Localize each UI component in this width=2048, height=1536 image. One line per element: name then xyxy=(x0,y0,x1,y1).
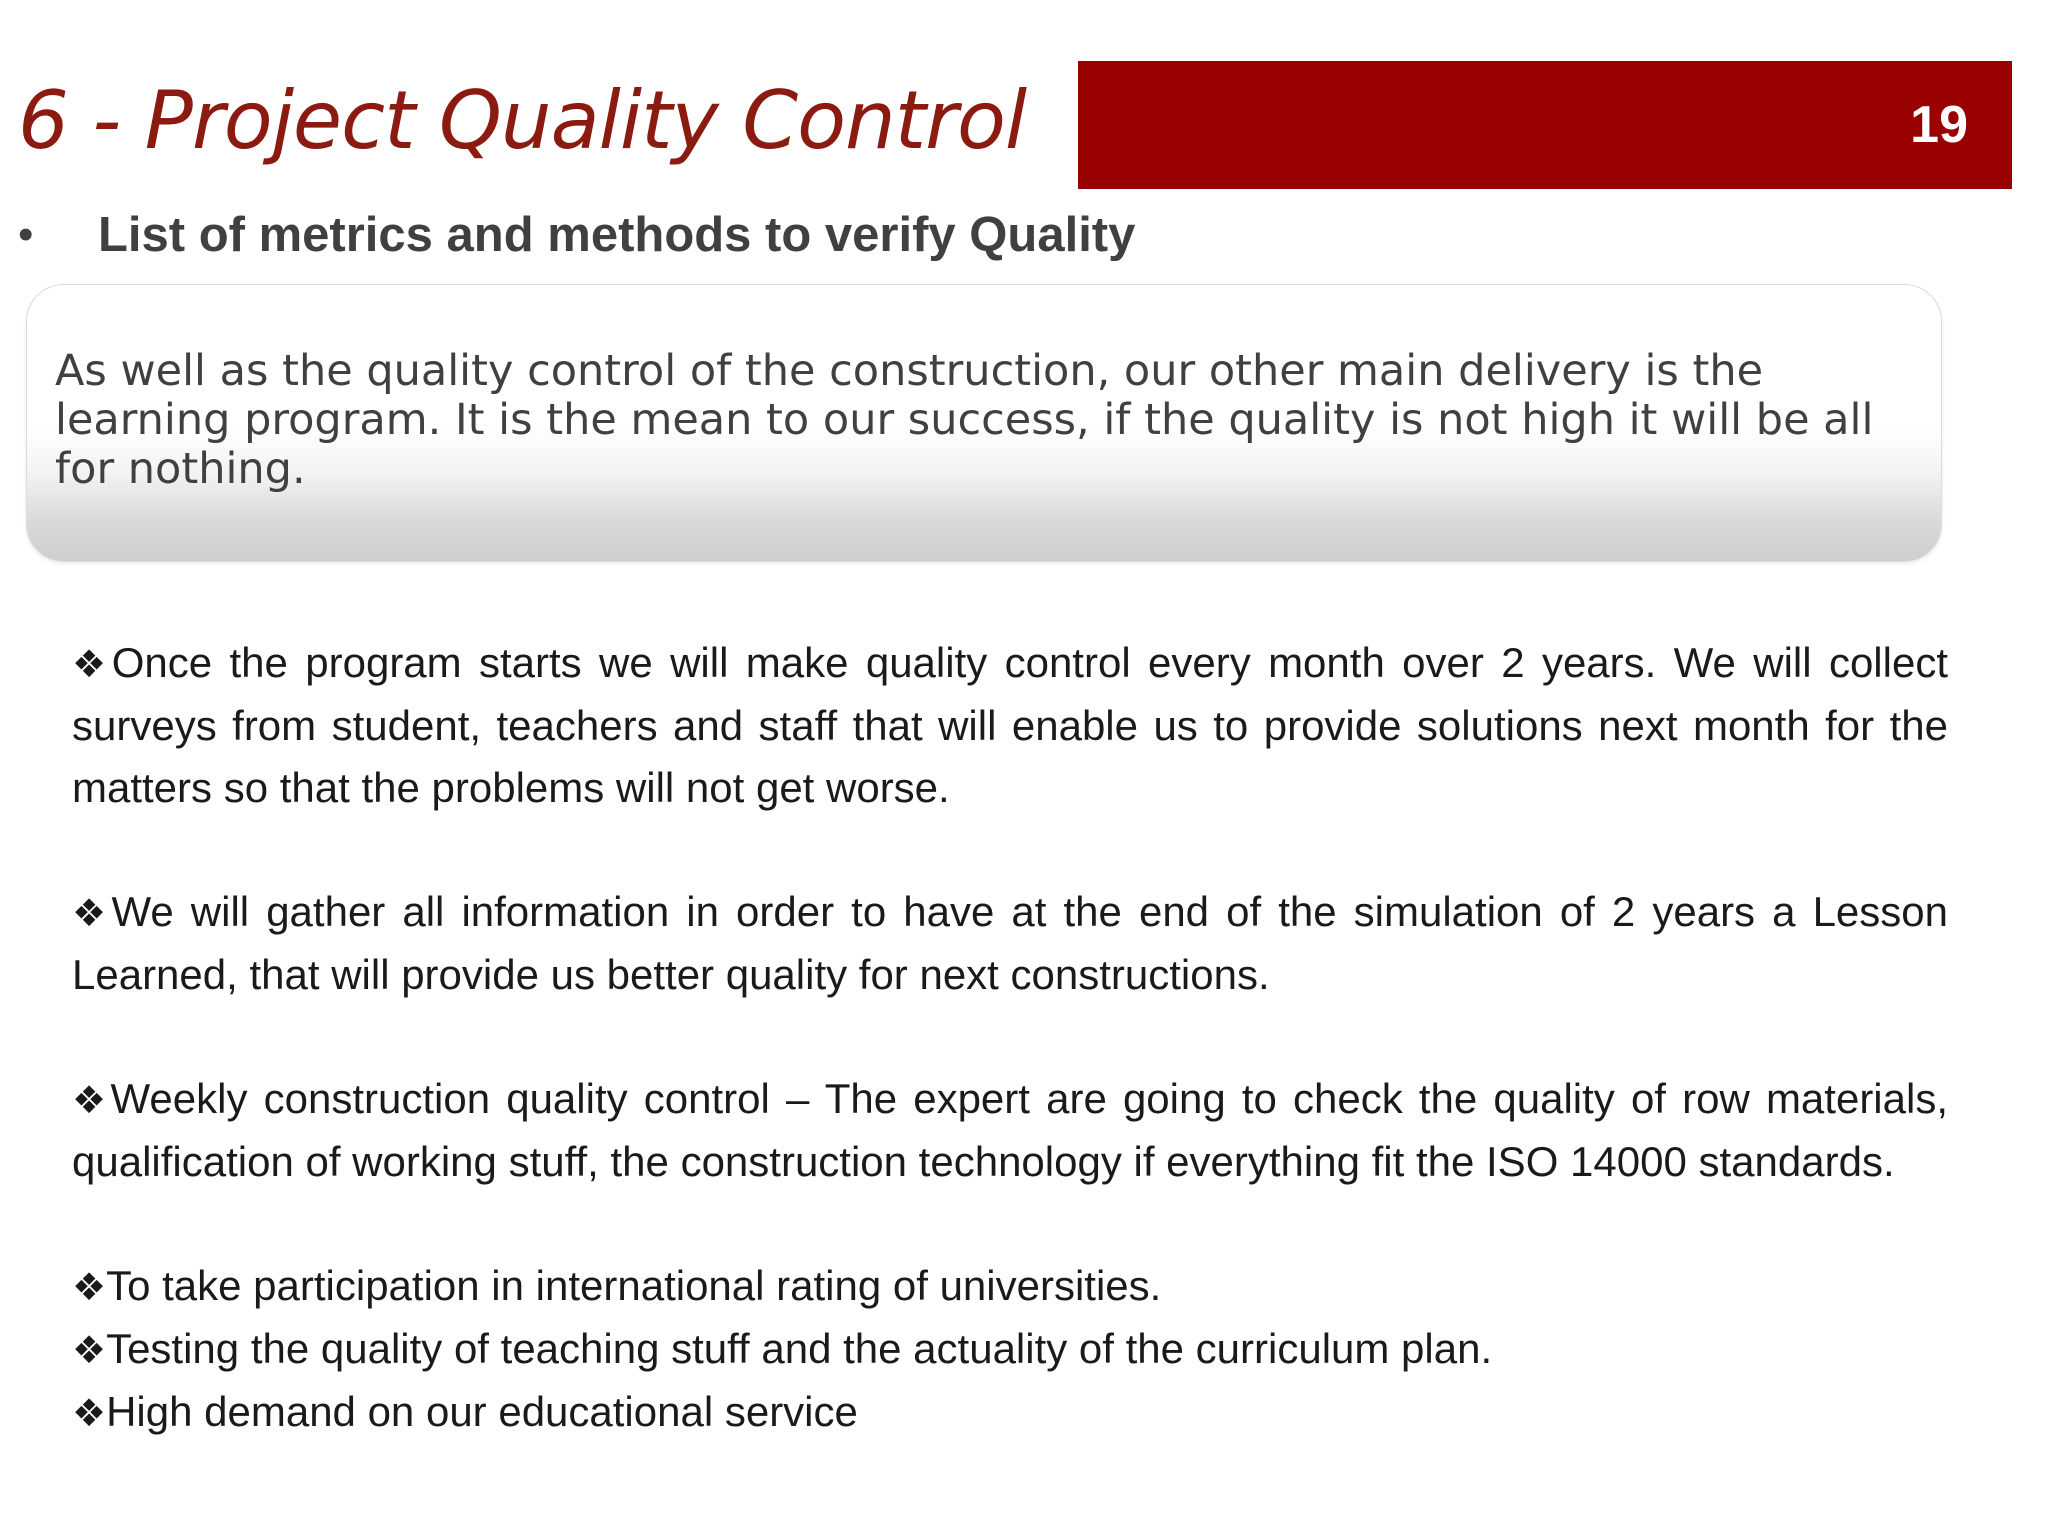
four-diamond-icon: ❖ xyxy=(72,1328,107,1372)
four-diamond-icon: ❖ xyxy=(72,1391,107,1435)
bullet-dot-icon: • xyxy=(18,210,34,259)
list-item-text: Weekly construction quality control – The expert are going to check the quality of row materials, qualification of working stuff, the construction technology if everything fit the ISO 14000 standards. xyxy=(72,1075,1948,1185)
slide-number-bar xyxy=(1078,61,2012,189)
list-item-text: High demand on our educational service xyxy=(106,1388,858,1435)
list-item-text: Once the program starts we will make quality control every month over 2 years. We will collect surveys from student, teachers and staff that will enable us to provide solutions next month for the matters so that the problems will not get worse. xyxy=(72,639,1948,811)
list-item xyxy=(72,1381,1948,1444)
quote-box xyxy=(26,284,1942,562)
section-heading-text: List of metrics and methods to verify Quality xyxy=(98,208,1136,262)
list-item-text: We will gather all information in order to have at the end of the simulation of 2 years a Lesson Learned, that will provide us better quality for next constructions. xyxy=(72,888,1948,998)
four-diamond-icon: ❖ xyxy=(72,1265,107,1309)
four-diamond-icon: ❖ xyxy=(72,891,112,935)
list-item xyxy=(72,1068,1948,1193)
slide-title: 6 - Project Quality Control xyxy=(18,74,1027,167)
list-item xyxy=(72,881,1948,1006)
section-heading xyxy=(18,203,1135,267)
slide-number: 19 xyxy=(1910,96,1968,154)
quote-text: As well as the quality control of the construction, our other main delivery is the learning program. It is the mean to our success, if the quality is not high it will be all for nothing. xyxy=(55,346,1874,494)
points-list xyxy=(72,632,1948,1444)
four-diamond-icon: ❖ xyxy=(72,642,112,686)
list-item xyxy=(72,632,1948,819)
list-item-text: To take participation in international rating of universities. xyxy=(106,1262,1162,1309)
four-diamond-icon: ❖ xyxy=(72,1078,111,1122)
list-item-text: Testing the quality of teaching stuff and the actuality of the curriculum plan. xyxy=(106,1325,1493,1372)
list-item xyxy=(72,1255,1948,1318)
list-item xyxy=(72,1318,1948,1381)
